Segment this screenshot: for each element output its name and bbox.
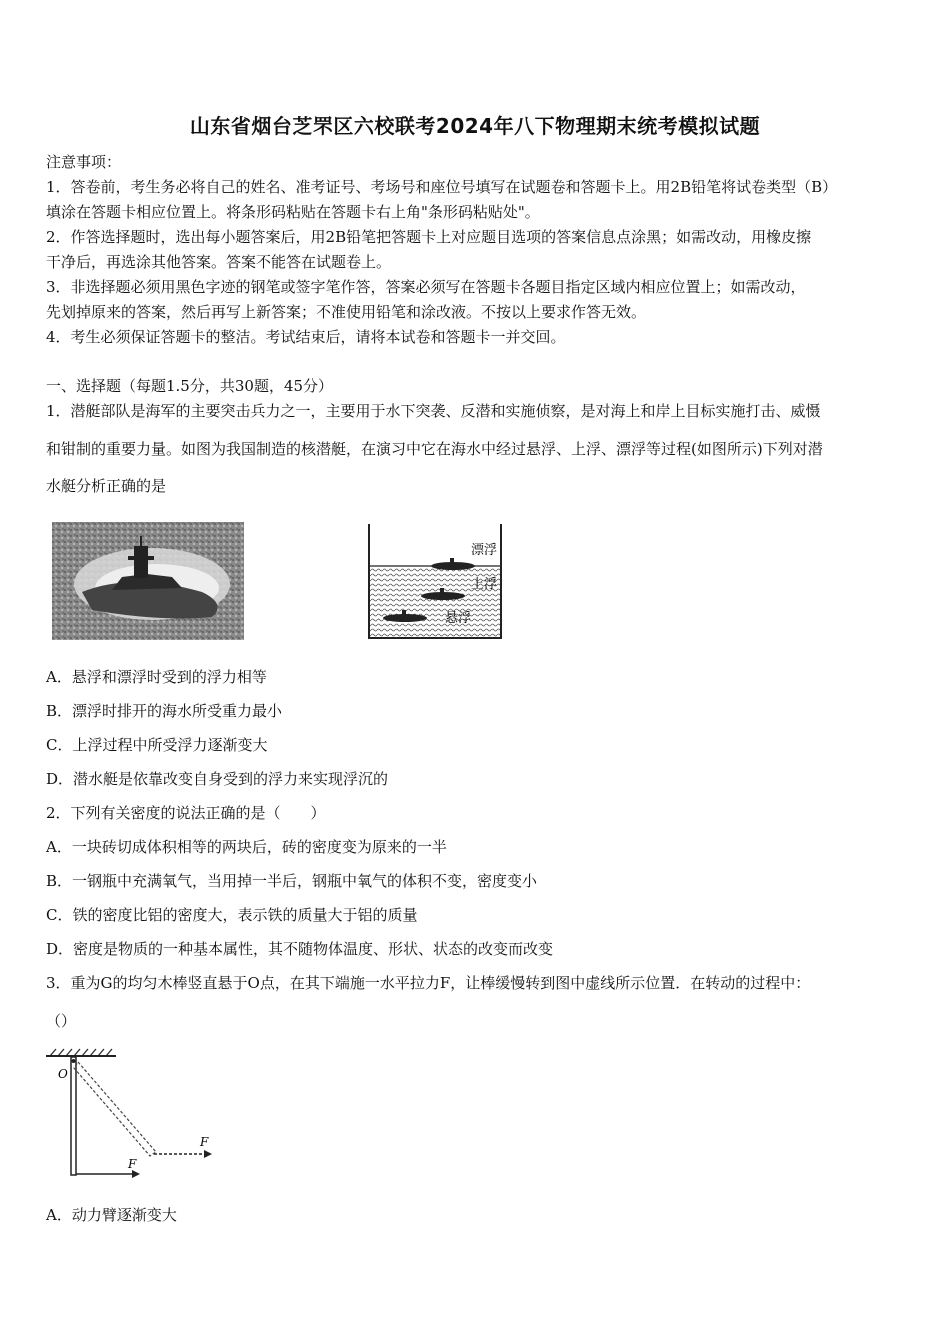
question-2-option-a: A．一块砖切成体积相等的两块后，砖的密度变为原来的一半 bbox=[46, 838, 447, 856]
force-label-1: F bbox=[128, 1157, 137, 1171]
question-2-option-d: D．密度是物质的一种基本属性，其不随物体温度、形状、状态的改变而改变 bbox=[46, 940, 554, 958]
question-3-paren: （） bbox=[46, 1012, 77, 1030]
pivot-label: O bbox=[58, 1067, 68, 1081]
question-1-stem: 水艇分析正确的是 bbox=[46, 477, 167, 495]
notice-line: 填涂在答题卡相应位置上。将条形码粘贴在答题卡右上角"条形码粘贴处"。 bbox=[46, 203, 540, 221]
question-1-option-a: A．悬浮和漂浮时受到的浮力相等 bbox=[46, 668, 267, 686]
vertical-rod bbox=[71, 1057, 76, 1175]
tank-label-float: 漂浮 bbox=[471, 543, 498, 558]
question-1-option-d: D．潜水艇是依靠改变自身受到的浮力来实现浮沉的 bbox=[46, 770, 389, 788]
question-2-option-c: C．铁的密度比铝的密度大，表示铁的质量大于铝的质量 bbox=[46, 906, 418, 924]
tank-label-suspend: 悬浮 bbox=[445, 611, 472, 626]
question-1-stem: 1．潜艇部队是海军的主要突击兵力之一，主要用于水下突袭、反潜和实施侦察，是对海上和岸上目标实施打击、威慑 bbox=[46, 402, 821, 420]
notice-line: 2．作答选择题时，选出每小题答案后，用2B铅笔把答题卡上对应题目选项的答案信息点涂黑；如需改动，用橡皮擦 bbox=[46, 228, 812, 246]
section-heading: 一、选择题（每题1.5分，共30题，45分） bbox=[46, 377, 334, 395]
lever-diagram bbox=[44, 1048, 219, 1178]
question-1-option-c: C．上浮过程中所受浮力逐渐变大 bbox=[46, 736, 268, 754]
force-label-2: F bbox=[200, 1135, 209, 1149]
suspend-submarine bbox=[383, 614, 427, 622]
question-3-stem: 3．重为G的均匀木棒竖直悬于O点，在其下端施一水平拉力F，让棒缓慢转到图中虚线所示位置．在转动的过程中： bbox=[46, 974, 811, 992]
notice-line: 1．答卷前，考生务必将自己的姓名、准考证号、考场号和座位号填写在试题卷和答题卡上。用2B铅笔将试卷类型（B） bbox=[46, 178, 838, 196]
submarine-tank-diagram bbox=[365, 522, 505, 640]
question-1-stem: 和钳制的重要力量。如图为我国制造的核潜艇，在演习中它在海水中经过悬浮、上浮、漂浮等过程(如图所示)下列对潜 bbox=[46, 440, 823, 458]
question-1-option-b: B．漂浮时排开的海水所受重力最小 bbox=[46, 702, 283, 720]
rise-submarine bbox=[421, 592, 465, 600]
page-title: 山东省烟台芝罘区六校联考2024年八下物理期末统考模拟试题 bbox=[189, 114, 761, 138]
notice-line: 4．考生必须保证答题卡的整洁。考试结束后，请将本试卷和答题卡一并交回。 bbox=[46, 328, 566, 346]
notice-heading: 注意事项： bbox=[46, 153, 122, 171]
question-2-stem: 2．下列有关密度的说法正确的是（ ） bbox=[46, 804, 326, 822]
question-3-option-a: A．动力臂逐渐变大 bbox=[46, 1206, 177, 1224]
rotated-rod bbox=[74, 1062, 156, 1156]
notice-line: 干净后，再选涂其他答案。答案不能答在试题卷上。 bbox=[46, 253, 392, 271]
question-2-option-b: B．一钢瓶中充满氧气，当用掉一半后，钢瓶中氧气的体积不变，密度变小 bbox=[46, 872, 538, 890]
submarine-photo bbox=[52, 522, 244, 640]
notice-line: 先划掉原来的答案，然后再写上新答案；不准使用铅笔和涂改液。不按以上要求作答无效。 bbox=[46, 303, 647, 321]
float-submarine bbox=[431, 562, 475, 570]
tank-label-rise: 上浮 bbox=[471, 577, 498, 592]
notice-line: 3．非选择题必须用黑色字迹的钢笔或签字笔作答，答案必须写在答题卡各题目指定区域内相应位置上；如需改动， bbox=[46, 278, 806, 296]
